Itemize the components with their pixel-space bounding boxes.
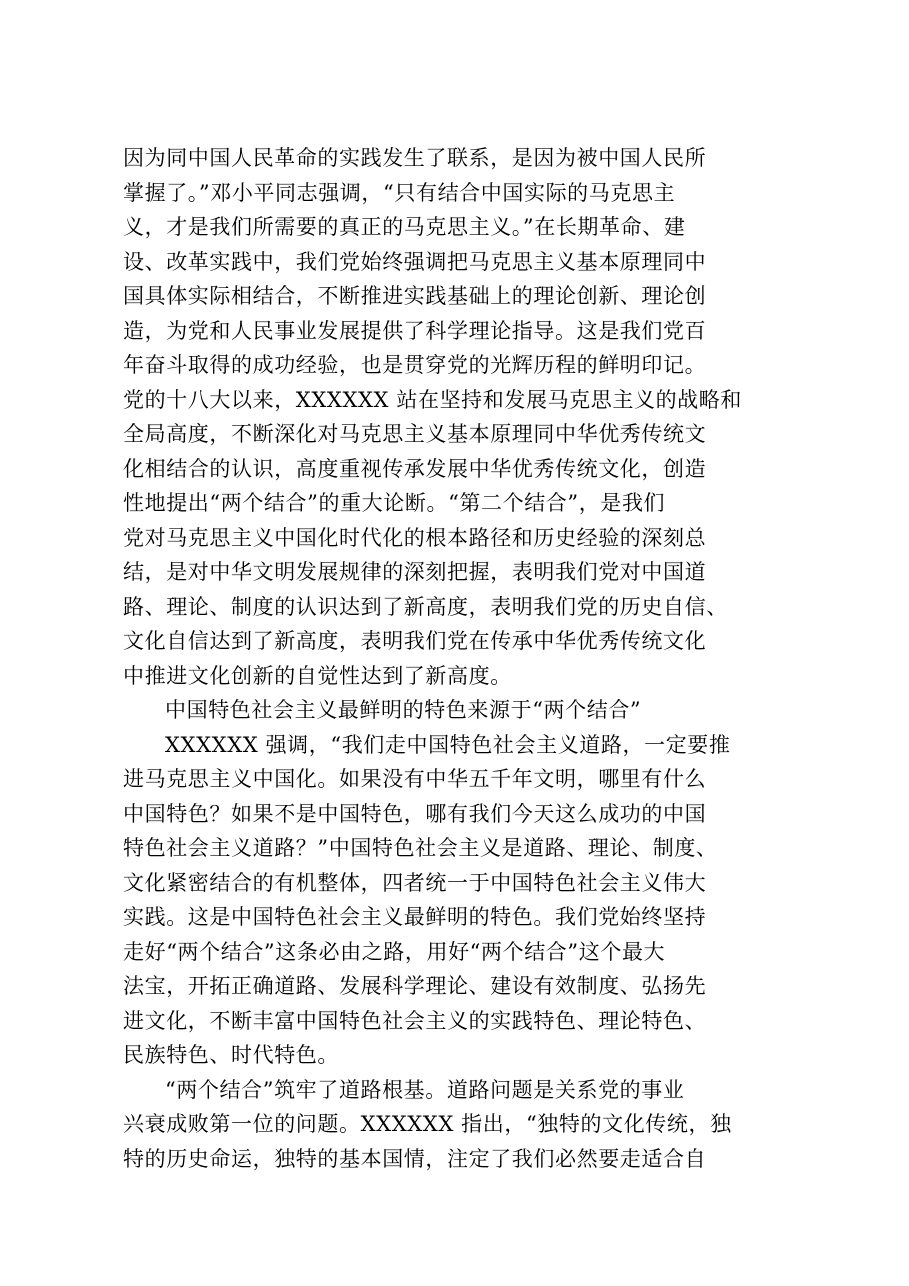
paragraph-chinese-characteristics: XXXXXX 强调，“我们走中国特色社会主义道路，一定要推 进马克思主义中国化。如果没有中华五千年文明，哪里有什么 中国特色？如果不是中国特色，哪有我们今天这么成功的中国 特色社会主义道路？”中国特色社会主义是道路、理论、制度、 文化紧密结合的有机整体，四者统一于中国特色社会主义伟大 实践。这是中国特色社会主义最鲜明的特色。我们党始终坚持 走好“两个结合”这条必由之路，用好“两个结合”这个最大 法宝，开拓正确道路、发展科学理论、建设有效制度、弘扬先 进文化，不断丰富中国特色社会主义的实践特色、理论特色、 民族特色、时代特色。 xyxy=(123,732,731,1067)
section-heading: 中国特色社会主义最鲜明的特色来源于“两个结合” xyxy=(165,698,642,722)
paragraph-road-foundation: “两个结合”筑牢了道路根基。道路问题是关系党的事业 兴衰成败第一位的问题。XXXXXX 指出，“独特的文化传统，独 特的历史命运，独特的基本国情，注定了我们必然要走适合自 xyxy=(123,1077,732,1171)
document-page xyxy=(123,141,803,1176)
paragraph-marxism-integration: 因为同中国人民革命的实践发生了联系，是因为被中国人民所 掌握了。”邓小平同志强调，“只有结合中国实际的马克思主 义，才是我们所需要的真正的马克思主义。”在长期革命、建 设、改革实践中，我们党始终强调把马克思主义基本原理同中 国具体实际相结合，不断推进实践基础上的理论创新、理论创 造，为党和人民事业发展提供了科学理论指导。这是我们党百 年奋斗取得的成功经验，也是贯穿党的光辉历程的鲜明印记。 党的十八大以来，XXXXXX 站在坚持和发展马克思主义的战略和 全局高度，不断深化对马克思主义基本原理同中华优秀传统文 化相结合的认识，高度重视传承发展中华优秀传统文化，创造 性地提出“两个结合”的重大论断。“第二个结合”，是我们 党对马克思主义中国化时代化的根本路径和历史经验的深刻总 结，是对中华文明发展规律的深刻把握，表明我们党对中国道 路、理论、制度的认识达到了新高度，表明我们党的历史自信、 文化自信达到了新高度，表明我们党在传承中华优秀传统文化 中推进文化创新的自觉性达到了新高度。 xyxy=(123,146,742,688)
